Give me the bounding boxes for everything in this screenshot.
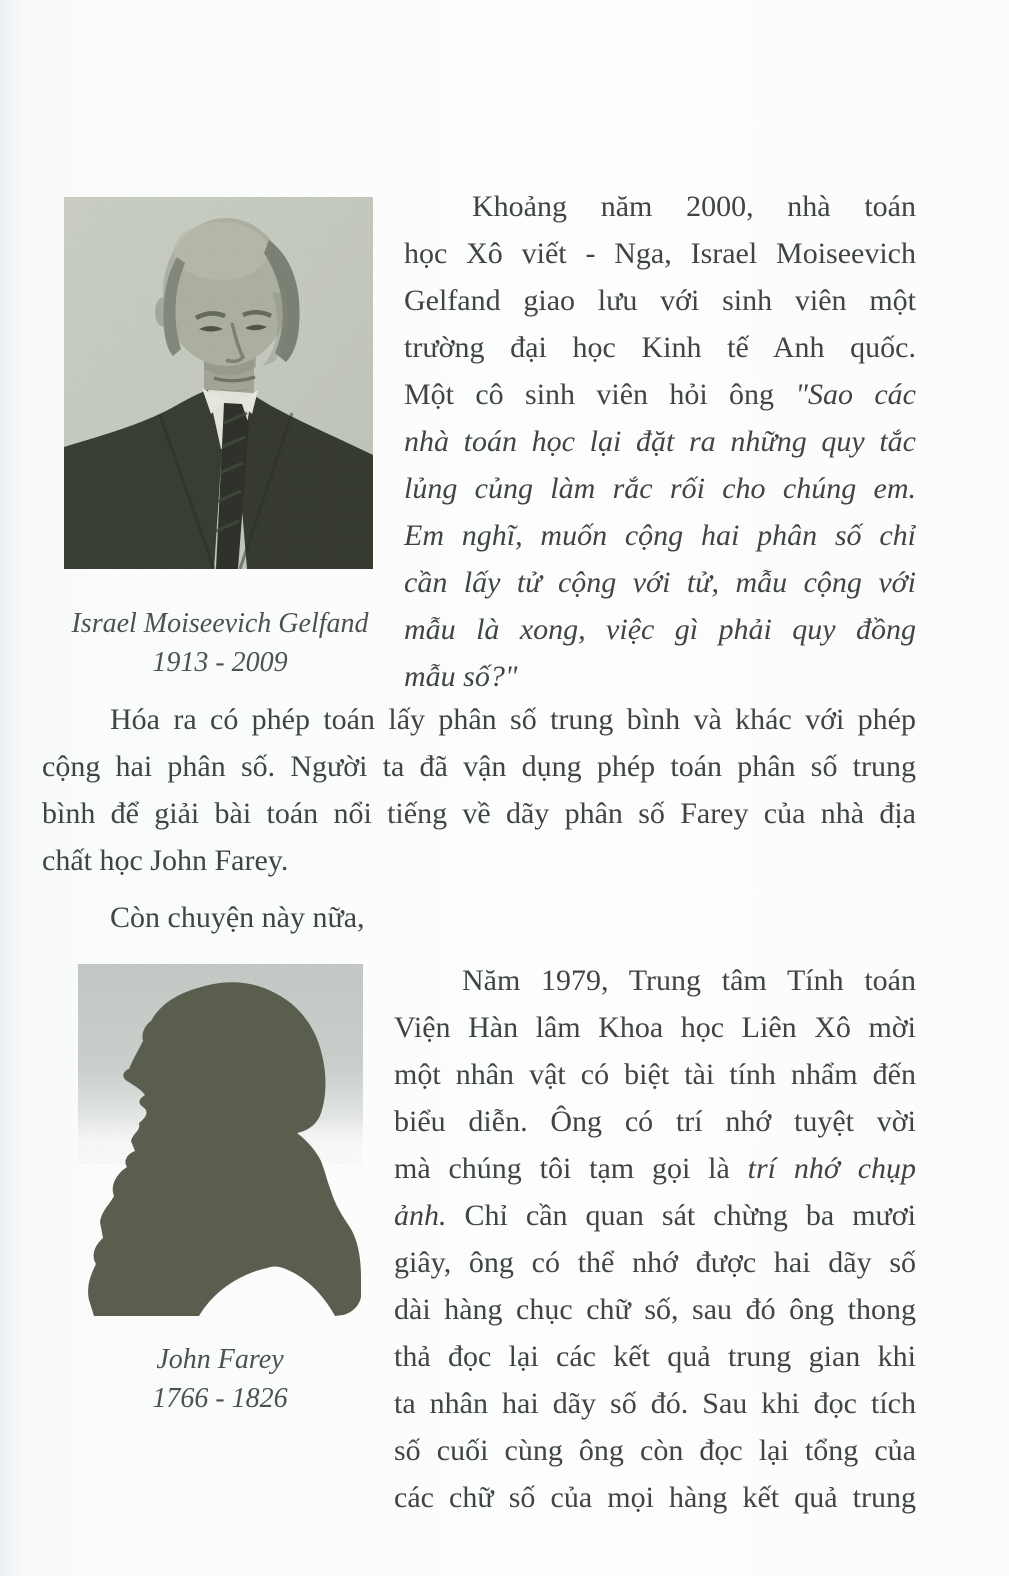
regular-text: cộng hai phân số. Người ta đã vận dụng phép toán phân số trung — [42, 750, 916, 783]
text-line — [404, 465, 916, 512]
farey-caption-years: 1766 - 1826 — [152, 1383, 288, 1414]
text-line — [394, 1004, 916, 1051]
text-line — [394, 1333, 916, 1380]
gelfand-caption-years: 1913 - 2009 — [152, 647, 288, 678]
italic-text: "Sao các — [795, 378, 916, 411]
regular-text: Hóa ra có phép toán lấy phân số trung bình và khác với phép — [110, 703, 916, 736]
regular-text: trường đại học Kinh tế Anh quốc. — [404, 331, 916, 364]
italic-text: nhà toán học lại đặt ra những quy tắc — [404, 425, 916, 458]
text-line — [404, 559, 916, 606]
gelfand-caption-name: Israel Moiseevich Gelfand — [71, 608, 369, 639]
text-line — [42, 790, 916, 837]
gelfand-photo — [64, 197, 373, 569]
regular-text: Năm 1979, Trung tâm Tính toán — [462, 964, 916, 997]
text-line — [404, 512, 916, 559]
regular-text: biểu diễn. Ông có trí nhớ tuyệt vời — [394, 1105, 916, 1138]
text-line — [42, 894, 742, 941]
text-line — [42, 837, 916, 884]
regular-text: giây, ông có thể nhớ được hai dãy số — [394, 1246, 916, 1279]
text-line — [404, 324, 916, 371]
text-line — [404, 653, 916, 700]
text-line — [394, 1192, 916, 1239]
italic-text: Em nghĩ, muốn cộng hai phân số chỉ — [404, 519, 916, 552]
text-line — [404, 183, 916, 230]
regular-text: Gelfand giao lưu với sinh viên một — [404, 284, 916, 317]
gelfand-caption — [30, 604, 410, 682]
farey-caption — [58, 1340, 382, 1418]
text-line — [404, 418, 916, 465]
italic-text: mẫu số?" — [404, 660, 518, 693]
paragraph-2 — [42, 696, 916, 884]
text-line — [394, 1286, 916, 1333]
text-line — [404, 371, 916, 418]
italic-text: ảnh. — [394, 1199, 447, 1232]
regular-text: các chữ số của mọi hàng kết quả trung — [394, 1481, 916, 1514]
text-line — [404, 277, 916, 324]
regular-text: Khoảng năm 2000, nhà toán — [472, 190, 916, 223]
text-line — [394, 1239, 916, 1286]
regular-text: Một cô sinh viên hỏi ông — [404, 378, 796, 411]
text-line — [394, 1474, 916, 1521]
italic-text: cần lấy tử cộng với tử, mẫu cộng với — [404, 566, 916, 599]
farey-silhouette — [78, 964, 363, 1316]
regular-text: Chỉ cần quan sát chừng ba mươi — [446, 1199, 916, 1232]
regular-text: ta nhân hai dãy số đó. Sau khi đọc tích — [394, 1387, 916, 1420]
italic-text: trí nhớ chụp — [747, 1152, 917, 1185]
text-line — [394, 1098, 916, 1145]
regular-text: chất học John Farey. — [42, 844, 289, 877]
italic-text: lủng củng làm rắc rối cho chúng em. — [404, 472, 916, 505]
regular-text: dài hàng chục chữ số, sau đó ông thong — [394, 1293, 916, 1326]
paragraph-1 — [404, 183, 916, 700]
text-line — [42, 696, 916, 743]
regular-text: thả đọc lại các kết quả trung gian khi — [394, 1340, 916, 1373]
italic-text: mẫu là xong, việc gì phải quy đồng — [404, 613, 916, 646]
regular-text: một nhân vật có biệt tài tính nhẩm đến — [394, 1058, 916, 1091]
text-line — [394, 1380, 916, 1427]
text-line — [42, 743, 916, 790]
text-line — [394, 1427, 916, 1474]
regular-text: số cuối cùng ông còn đọc lại tổng của — [394, 1434, 916, 1467]
farey-caption-name: John Farey — [156, 1344, 284, 1375]
gelfand-figure — [64, 197, 373, 569]
paragraph-4 — [394, 957, 916, 1521]
regular-text: Còn chuyện này nữa, — [110, 901, 365, 934]
regular-text: Viện Hàn lâm Khoa học Liên Xô mời — [394, 1011, 916, 1044]
regular-text: học Xô viết - Nga, Israel Moiseevich — [404, 237, 916, 270]
farey-figure — [78, 964, 363, 1316]
regular-text: mà chúng tôi tạm gọi là — [394, 1152, 748, 1185]
text-line — [404, 606, 916, 653]
regular-text: bình để giải bài toán nổi tiếng về dãy phân số Farey của nhà địa — [42, 797, 916, 830]
text-line — [394, 1145, 916, 1192]
text-line — [394, 1051, 916, 1098]
paragraph-3 — [42, 894, 742, 941]
text-line — [404, 230, 916, 277]
text-line — [394, 957, 916, 1004]
